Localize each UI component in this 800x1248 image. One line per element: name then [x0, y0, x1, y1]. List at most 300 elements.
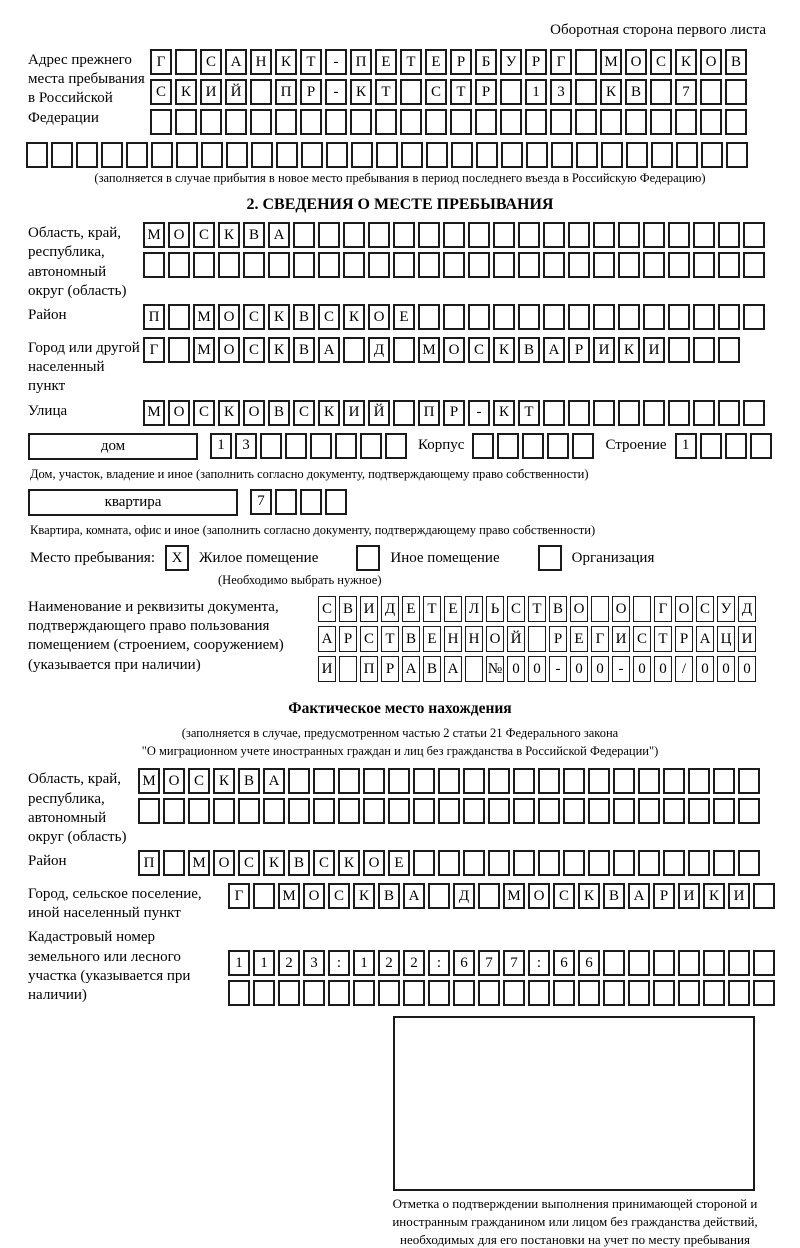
- char-box: К: [675, 49, 697, 75]
- char-box: [713, 798, 735, 824]
- char-box: С: [425, 79, 447, 105]
- char-box: Е: [423, 626, 441, 652]
- char-box: [385, 433, 407, 459]
- char-box: [475, 109, 497, 135]
- actual-district-label: Район: [28, 853, 67, 870]
- char-box: [593, 304, 615, 330]
- char-box: [700, 109, 722, 135]
- char-box: Н: [444, 626, 462, 652]
- char-box: И: [200, 79, 222, 105]
- char-box: [465, 656, 483, 682]
- char-box: [518, 304, 540, 330]
- char-box: [403, 980, 425, 1006]
- char-box: И: [318, 656, 336, 682]
- char-box: [718, 400, 740, 426]
- char-box: 7: [675, 79, 697, 105]
- char-box: [500, 79, 522, 105]
- char-box: 2: [278, 950, 300, 976]
- char-box: О: [675, 596, 693, 622]
- char-box: [728, 950, 750, 976]
- char-box: [600, 109, 622, 135]
- char-box: [363, 768, 385, 794]
- char-box: [285, 433, 307, 459]
- char-box: [476, 142, 498, 168]
- char-box: [193, 252, 215, 278]
- char-box: [626, 142, 648, 168]
- char-box: [718, 252, 740, 278]
- char-box: А: [268, 222, 290, 248]
- char-box: 0: [717, 656, 735, 682]
- char-box: Т: [450, 79, 472, 105]
- char-box: 2: [378, 950, 400, 976]
- char-box: П: [275, 79, 297, 105]
- char-box: [601, 142, 623, 168]
- char-box: [325, 109, 347, 135]
- char-box: [451, 142, 473, 168]
- char-box: К: [218, 400, 240, 426]
- apartment-block: [28, 489, 800, 519]
- char-box: №: [486, 656, 504, 682]
- char-box: [713, 768, 735, 794]
- char-box: Н: [465, 626, 483, 652]
- char-box: 1: [253, 950, 275, 976]
- char-box: 1: [525, 79, 547, 105]
- char-box: [693, 304, 715, 330]
- char-box: О: [243, 400, 265, 426]
- char-box: П: [350, 49, 372, 75]
- char-box: [588, 850, 610, 876]
- checkbox-organization: [538, 545, 562, 571]
- actual-location-title: Фактическое место нахождения: [288, 700, 512, 718]
- char-box: [513, 768, 535, 794]
- char-box: 1: [353, 950, 375, 976]
- char-box: [638, 850, 660, 876]
- char-box: -: [325, 79, 347, 105]
- char-box: [678, 950, 700, 976]
- char-box: К: [175, 79, 197, 105]
- char-box: [368, 222, 390, 248]
- char-box: [603, 950, 625, 976]
- char-box: Е: [388, 850, 410, 876]
- char-box: И: [643, 337, 665, 363]
- char-box: Р: [675, 626, 693, 652]
- char-box: Б: [475, 49, 497, 75]
- char-box: Е: [375, 49, 397, 75]
- actual-district-row: [138, 850, 763, 876]
- char-box: Т: [518, 400, 540, 426]
- stroenie-label: Строение: [605, 436, 667, 453]
- char-box: С: [238, 850, 260, 876]
- char-box: С: [188, 768, 210, 794]
- char-box: М: [600, 49, 622, 75]
- char-box: [438, 850, 460, 876]
- char-box: [663, 850, 685, 876]
- char-box: Т: [375, 79, 397, 105]
- stamp-note: Отметка о подтверждении выполнения принимающей стороной и иностранным гражданином или лицом без гражданства действий, необходимых для его постановки на учет по месту пребывания: [392, 1196, 758, 1247]
- char-box: 2: [403, 950, 425, 976]
- char-box: [628, 980, 650, 1006]
- char-box: [643, 400, 665, 426]
- char-box: [253, 980, 275, 1006]
- char-box: 0: [738, 656, 756, 682]
- char-box: [343, 337, 365, 363]
- char-box: [713, 850, 735, 876]
- char-box: [522, 433, 544, 459]
- char-box: 0: [528, 656, 546, 682]
- char-box: К: [213, 768, 235, 794]
- section2-title: 2. СВЕДЕНИЯ О МЕСТЕ ПРЕБЫВАНИЯ: [246, 196, 554, 214]
- char-box: [701, 142, 723, 168]
- char-box: [478, 883, 500, 909]
- char-box: [438, 798, 460, 824]
- char-box: Р: [300, 79, 322, 105]
- char-box: В: [288, 850, 310, 876]
- char-box: [528, 980, 550, 1006]
- char-box: О: [163, 768, 185, 794]
- document-label: Наименование и реквизиты документа, подтверждающего право пользования помещением (строением, сооружением) (указывается при наличии): [28, 599, 284, 673]
- char-box: В: [725, 49, 747, 75]
- document-row-3: [318, 656, 759, 682]
- char-box: М: [193, 304, 215, 330]
- prev-address-row-3: [150, 109, 750, 135]
- actual-region-row-1: [138, 768, 763, 794]
- region-label: Область, край, республика, автономный округ (область): [28, 225, 127, 299]
- prev-address-rows: [150, 49, 750, 139]
- char-box: [443, 252, 465, 278]
- char-box: 1: [675, 433, 697, 459]
- char-box: Й: [507, 626, 525, 652]
- char-box: [753, 883, 775, 909]
- char-box: [650, 109, 672, 135]
- char-box: А: [696, 626, 714, 652]
- char-box: [650, 79, 672, 105]
- char-box: -: [612, 656, 630, 682]
- char-box: [238, 798, 260, 824]
- korpus-label: Корпус: [418, 436, 465, 453]
- char-box: М: [143, 222, 165, 248]
- char-box: [547, 433, 569, 459]
- char-box: [738, 798, 760, 824]
- char-box: У: [717, 596, 735, 622]
- char-box: Р: [525, 49, 547, 75]
- char-box: [503, 980, 525, 1006]
- char-box: [293, 252, 315, 278]
- char-box: [453, 980, 475, 1006]
- char-box: Й: [368, 400, 390, 426]
- char-box: [250, 79, 272, 105]
- char-box: [328, 980, 350, 1006]
- char-box: В: [518, 337, 540, 363]
- char-box: [543, 400, 565, 426]
- char-box: [568, 304, 590, 330]
- char-box: [693, 222, 715, 248]
- char-box: :: [428, 950, 450, 976]
- char-box: С: [193, 222, 215, 248]
- district-row: [143, 304, 768, 330]
- stroenie-row: [675, 433, 775, 459]
- char-box: Ь: [486, 596, 504, 622]
- actual-region-block: [28, 768, 800, 847]
- char-box: А: [318, 337, 340, 363]
- char-box: В: [549, 596, 567, 622]
- char-box: В: [293, 337, 315, 363]
- char-box: Г: [143, 337, 165, 363]
- char-box: [335, 433, 357, 459]
- char-box: [276, 142, 298, 168]
- char-box: 3: [303, 950, 325, 976]
- char-box: [463, 768, 485, 794]
- char-box: [288, 768, 310, 794]
- char-box: :: [528, 950, 550, 976]
- char-box: [300, 109, 322, 135]
- char-box: [301, 142, 323, 168]
- char-box: К: [578, 883, 600, 909]
- char-box: С: [553, 883, 575, 909]
- char-box: [225, 109, 247, 135]
- char-box: [588, 798, 610, 824]
- char-box: Ц: [717, 626, 735, 652]
- char-box: [488, 850, 510, 876]
- char-box: [468, 304, 490, 330]
- char-box: М: [503, 883, 525, 909]
- char-box: К: [338, 850, 360, 876]
- place-type-label: Место пребывания:: [30, 549, 155, 566]
- char-box: [718, 337, 740, 363]
- char-box: [743, 252, 765, 278]
- char-box: 6: [553, 950, 575, 976]
- char-box: Р: [450, 49, 472, 75]
- char-box: М: [143, 400, 165, 426]
- page-header-note: Оборотная сторона первого листа: [550, 22, 766, 38]
- char-box: [175, 109, 197, 135]
- char-box: Е: [570, 626, 588, 652]
- char-box: К: [275, 49, 297, 75]
- char-box: -: [549, 656, 567, 682]
- char-box: [425, 109, 447, 135]
- char-box: С: [318, 596, 336, 622]
- document-rows: [318, 596, 759, 686]
- document-block: [28, 596, 800, 686]
- char-box: К: [263, 850, 285, 876]
- char-box: 7: [478, 950, 500, 976]
- char-box: [725, 433, 747, 459]
- char-box: [375, 109, 397, 135]
- char-box: О: [700, 49, 722, 75]
- char-box: [426, 142, 448, 168]
- char-box: [568, 400, 590, 426]
- char-box: [538, 798, 560, 824]
- char-box: [400, 109, 422, 135]
- char-box: В: [268, 400, 290, 426]
- char-box: [51, 142, 73, 168]
- prev-address-row-1: [150, 49, 750, 75]
- char-box: [693, 337, 715, 363]
- char-box: 1: [228, 950, 250, 976]
- char-box: [351, 142, 373, 168]
- apartment-type-box: квартира: [28, 489, 238, 516]
- char-box: Т: [300, 49, 322, 75]
- char-box: [493, 222, 515, 248]
- stamp-box: [393, 1016, 755, 1191]
- char-box: С: [243, 304, 265, 330]
- district-label: Район: [28, 307, 67, 323]
- char-box: [643, 252, 665, 278]
- char-box: [101, 142, 123, 168]
- stamp-area: [393, 1016, 800, 1191]
- char-box: 0: [570, 656, 588, 682]
- char-box: 0: [696, 656, 714, 682]
- char-box: К: [493, 337, 515, 363]
- char-box: [593, 252, 615, 278]
- apartment-note: Квартира, комната, офис и иное (заполнить согласно документу, подтверждающему право собственности): [30, 522, 596, 537]
- house-number-row: [210, 433, 410, 459]
- char-box: А: [628, 883, 650, 909]
- char-box: Р: [568, 337, 590, 363]
- char-box: [678, 980, 700, 1006]
- char-box: В: [339, 596, 357, 622]
- char-box: [591, 596, 609, 622]
- char-box: [360, 433, 382, 459]
- char-box: 6: [578, 950, 600, 976]
- char-box: И: [728, 883, 750, 909]
- region-row-1: [143, 222, 768, 248]
- char-box: И: [360, 596, 378, 622]
- char-box: [493, 304, 515, 330]
- char-box: [663, 768, 685, 794]
- char-box: [613, 850, 635, 876]
- document-row-2: [318, 626, 759, 652]
- char-box: [478, 980, 500, 1006]
- char-box: [572, 433, 594, 459]
- char-box: 0: [507, 656, 525, 682]
- char-box: [393, 400, 415, 426]
- char-box: В: [423, 656, 441, 682]
- char-box: [368, 252, 390, 278]
- char-box: [278, 980, 300, 1006]
- char-box: Д: [381, 596, 399, 622]
- cadastral-label: Кадастровый номер земельного или лесного участка (указывается при наличии): [28, 929, 191, 1003]
- district-block: [28, 304, 800, 334]
- char-box: [488, 798, 510, 824]
- korpus-row: [472, 433, 597, 459]
- char-box: [468, 222, 490, 248]
- char-box: [313, 768, 335, 794]
- actual-location-note: [0, 724, 800, 760]
- char-box: Й: [225, 79, 247, 105]
- char-box: [738, 768, 760, 794]
- char-box: [603, 980, 625, 1006]
- char-box: [26, 142, 48, 168]
- place-type-block: [30, 545, 800, 571]
- char-box: 7: [250, 489, 272, 515]
- char-box: 6: [453, 950, 475, 976]
- char-box: [753, 950, 775, 976]
- char-box: 0: [654, 656, 672, 682]
- char-box: В: [402, 626, 420, 652]
- actual-region-rows: [138, 768, 763, 828]
- char-box: 3: [235, 433, 257, 459]
- char-box: [418, 222, 440, 248]
- char-box: С: [318, 304, 340, 330]
- char-box: 7: [503, 950, 525, 976]
- house-note: Дом, участок, владение и иное (заполнить согласно документу, подтверждающему право собственности): [30, 466, 589, 481]
- char-box: [550, 109, 572, 135]
- char-box: [200, 109, 222, 135]
- char-box: [588, 768, 610, 794]
- char-box: Р: [443, 400, 465, 426]
- char-box: В: [378, 883, 400, 909]
- char-box: И: [612, 626, 630, 652]
- char-box: [668, 337, 690, 363]
- char-box: [413, 768, 435, 794]
- char-box: О: [570, 596, 588, 622]
- char-box: [418, 304, 440, 330]
- char-box: П: [418, 400, 440, 426]
- char-box: О: [168, 400, 190, 426]
- char-box: [388, 768, 410, 794]
- street-block: [28, 400, 800, 430]
- char-box: [378, 980, 400, 1006]
- char-box: И: [343, 400, 365, 426]
- char-box: [393, 337, 415, 363]
- char-box: [325, 489, 347, 515]
- char-box: [526, 142, 548, 168]
- street-label: Улица: [28, 402, 68, 419]
- char-box: [518, 252, 540, 278]
- region-rows: [143, 222, 768, 282]
- char-box: [743, 222, 765, 248]
- char-box: [750, 433, 772, 459]
- char-box: К: [218, 222, 240, 248]
- char-box: С: [633, 626, 651, 652]
- actual-note-line1: (заполняется в случае, предусмотренном частью 2 статьи 21 Федерального закона: [181, 726, 619, 741]
- char-box: [638, 768, 660, 794]
- char-box: [688, 768, 710, 794]
- char-box: [700, 79, 722, 105]
- char-box: С: [328, 883, 350, 909]
- char-box: [653, 980, 675, 1006]
- char-box: [538, 850, 560, 876]
- char-box: Д: [368, 337, 390, 363]
- char-box: С: [468, 337, 490, 363]
- char-box: [618, 400, 640, 426]
- actual-region-row-2: [138, 798, 763, 824]
- char-box: [718, 304, 740, 330]
- char-box: Р: [339, 626, 357, 652]
- char-box: [525, 109, 547, 135]
- char-box: Т: [381, 626, 399, 652]
- char-box: [393, 252, 415, 278]
- char-box: [213, 798, 235, 824]
- char-box: О: [363, 850, 385, 876]
- char-box: [168, 252, 190, 278]
- char-box: [628, 950, 650, 976]
- char-box: [293, 222, 315, 248]
- char-box: [201, 142, 223, 168]
- document-row-1: [318, 596, 759, 622]
- char-box: О: [218, 304, 240, 330]
- char-box: [250, 109, 272, 135]
- char-box: [228, 980, 250, 1006]
- char-box: О: [486, 626, 504, 652]
- char-box: Е: [444, 596, 462, 622]
- char-box: 3: [550, 79, 572, 105]
- char-box: П: [138, 850, 160, 876]
- char-box: П: [360, 656, 378, 682]
- char-box: К: [268, 337, 290, 363]
- char-box: Н: [250, 49, 272, 75]
- char-box: К: [268, 304, 290, 330]
